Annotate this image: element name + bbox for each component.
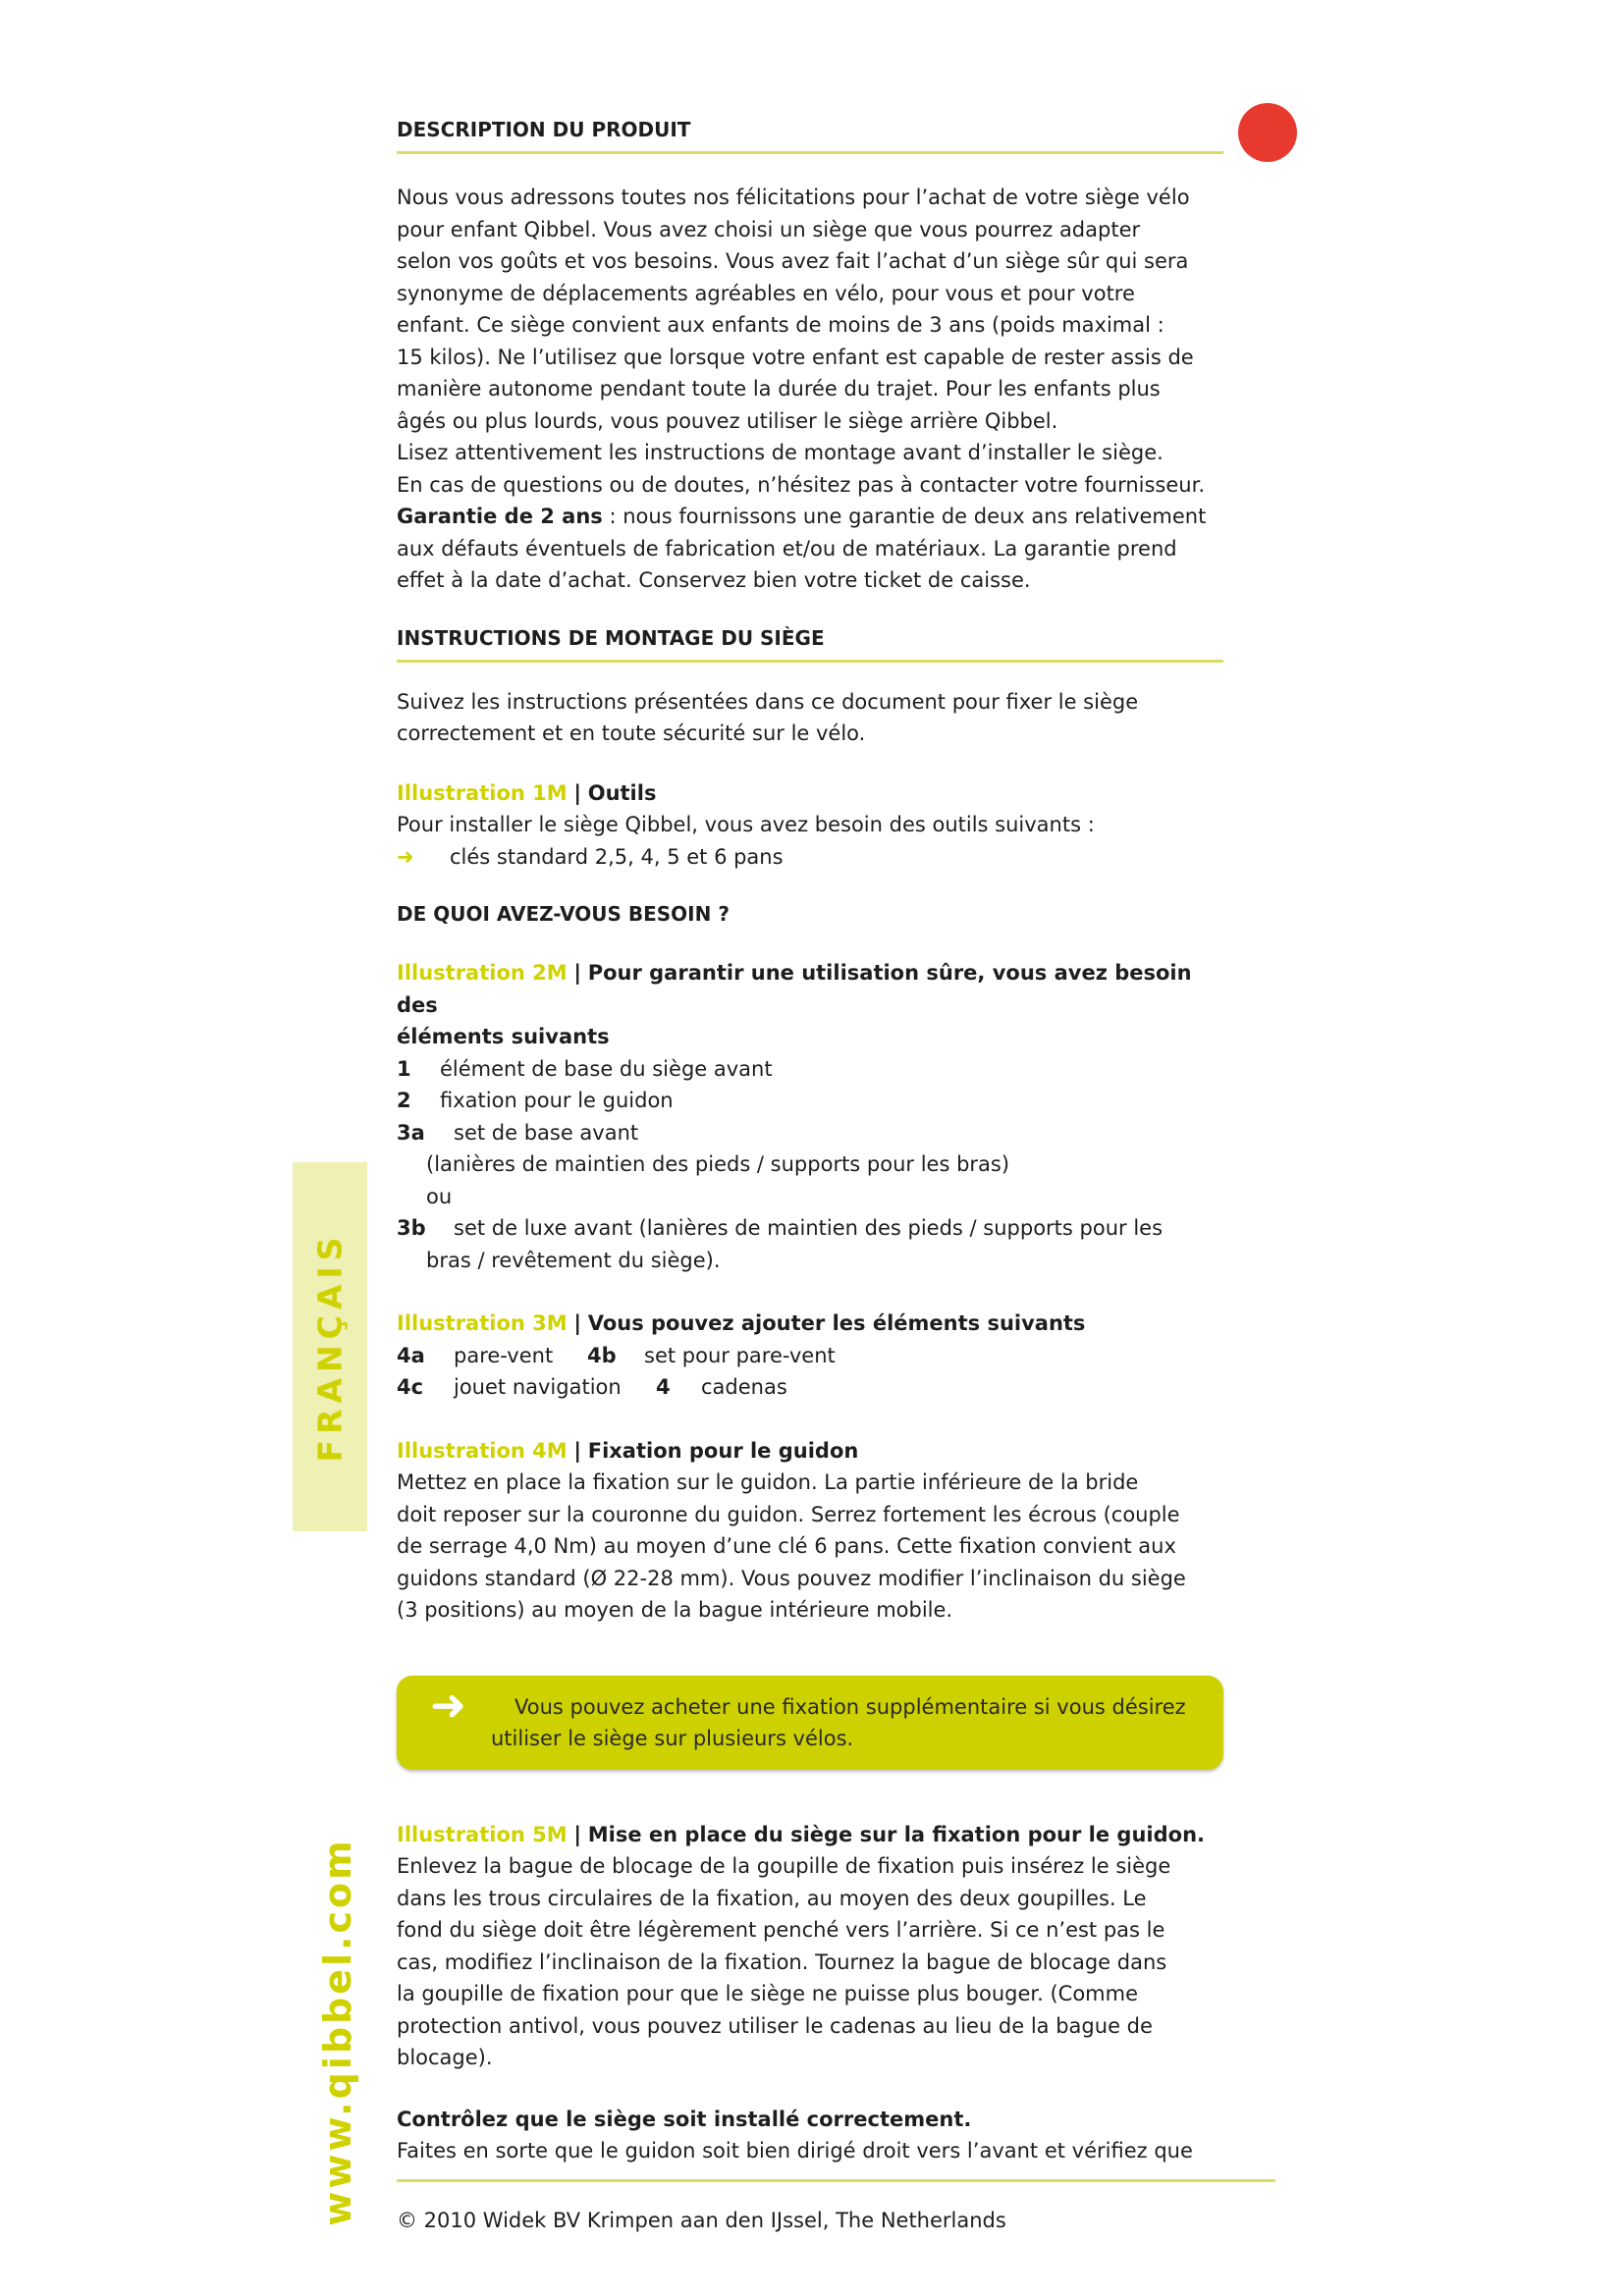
text-line: âgés ou plus lourds, vous pouvez utiliser le siège arrière Qibbel. xyxy=(397,408,1058,433)
bullet-text: clés standard 2,5, 4, 5 et 6 pans xyxy=(450,844,784,869)
footer-copyright: © 2010 Widek BV Krimpen aan den IJssel, The Netherlands xyxy=(397,2209,1006,2232)
text-line: protection antivol, vous pouvez utiliser le cadenas au lieu de la bague de xyxy=(397,2013,1153,2038)
description-paragraph xyxy=(397,182,1223,597)
list-item xyxy=(397,1085,1223,1117)
item-text: jouet navigation xyxy=(454,1375,622,1399)
item-text: set de luxe avant (lanières de maintien des pieds / supports pour les xyxy=(454,1216,1164,1240)
item-number: 4 xyxy=(656,1375,671,1399)
item-number: 3b xyxy=(397,1216,426,1240)
text-line: selon vos goûts et vos besoins. Vous avez fait l’achat d’un siège sûr qui sera xyxy=(397,249,1189,273)
item-text: fixation pour le guidon xyxy=(440,1089,674,1112)
list-row xyxy=(397,1371,1223,1404)
text-line: pour enfant Qibbel. Vous avez choisi un siège que vous pourrez adapter xyxy=(397,217,1141,241)
main-content xyxy=(397,116,1223,2167)
list-row xyxy=(397,1340,1223,1372)
text-line: correctement et en toute sécurité sur le vélo. xyxy=(397,721,866,745)
website-url: www.qibbel.com xyxy=(316,1838,359,2226)
list-item xyxy=(397,1117,1223,1149)
language-label: FRANÇAIS xyxy=(310,1231,350,1463)
warranty-text: : nous fournissons une garantie de deux ans relativement xyxy=(602,505,1207,528)
callout-text: Vous pouvez acheter une fixation supplémentaire si vous désirez utiliser le siège sur plusieurs vélos. xyxy=(491,1694,1186,1750)
illustration-title-cont: éléments suivants xyxy=(397,1025,610,1048)
arrow-right-icon: ➜ xyxy=(397,844,414,869)
item-text: pare-vent xyxy=(454,1343,554,1367)
item-number: 3a xyxy=(397,1120,425,1145)
illustration-2m-title xyxy=(397,957,1223,1021)
bullet-item xyxy=(397,841,1223,874)
item-text: set pour pare-vent xyxy=(644,1343,836,1367)
text-line: Faites en sorte que le guidon soit bien dirigé droit vers l’avant et vérifiez que xyxy=(397,2139,1193,2163)
illustration-5m-title xyxy=(397,1819,1223,1851)
text-line: Enlevez la bague de blocage de la goupille de fixation puis insérez le siège xyxy=(397,1854,1171,1878)
item-text: cadenas xyxy=(701,1375,787,1399)
info-callout xyxy=(397,1676,1223,1770)
text-line: Pour installer le siège Qibbel, vous avez besoin des outils suivants : xyxy=(397,813,1095,836)
list-item xyxy=(397,1053,1223,1086)
item-number: 4c xyxy=(397,1375,424,1399)
illustration-label: Illustration 1M xyxy=(397,780,568,805)
text-line: doit reposer sur la couronne du guidon. Serrez fortement les écrous (couple xyxy=(397,1502,1180,1526)
separator: | xyxy=(573,1311,582,1335)
illustration-title: Vous pouvez ajouter les éléments suivants xyxy=(587,1311,1086,1335)
illustration-title: Outils xyxy=(587,780,657,805)
text-line: cas, modifiez l’inclinaison de la fixation. Tournez la bague de blocage dans xyxy=(397,1949,1167,1974)
warranty-line xyxy=(397,501,1223,533)
illustration-label: Illustration 5M xyxy=(397,1822,568,1846)
item-number: 4b xyxy=(587,1343,617,1367)
text-line: Mettez en place la fixation sur le guidon. La partie inférieure de la bride xyxy=(397,1470,1139,1494)
list-subtext: bras / revêtement du siège). xyxy=(426,1248,721,1272)
text-line: synonyme de déplacements agréables en vélo, pour vous et pour votre xyxy=(397,281,1135,305)
text-line: manière autonome pendant toute la durée du trajet. Pour les enfants plus xyxy=(397,377,1161,400)
illustration-title: Pour garantir une utilisation sûre, vous avez besoin des xyxy=(397,961,1192,1017)
text-line: 15 kilos). Ne l’utilisez que lorsque votre enfant est capable de rester assis de xyxy=(397,345,1194,369)
text-line: fond du siège doit être légèrement penché vers l’arrière. Si ce n’est pas le xyxy=(397,1918,1165,1942)
text-line: effet à la date d’achat. Conservez bien votre ticket de caisse. xyxy=(397,568,1031,592)
list-subtext: (lanières de maintien des pieds / supports pour les bras) xyxy=(426,1152,1010,1176)
text-line: Nous vous adressons toutes nos félicitations pour l’achat de votre siège vélo xyxy=(397,186,1190,209)
text-line: de serrage 4,0 Nm) au moyen d’une clé 6 pans. Cette fixation convient aux xyxy=(397,1534,1176,1558)
item-number: 2 xyxy=(397,1089,411,1112)
list-item xyxy=(397,1212,1223,1245)
illustration-3m-title xyxy=(397,1308,1223,1340)
check-title: Contrôlez que le siège soit installé correctement. xyxy=(397,2107,972,2131)
item-text: set de base avant xyxy=(454,1120,639,1145)
text-line: aux défauts éventuels de fabrication et/ou de matériaux. La garantie prend xyxy=(397,536,1177,561)
illustration-1m-title xyxy=(397,777,1223,810)
item-number: 1 xyxy=(397,1056,411,1081)
arrow-right-icon: ➜ xyxy=(430,1680,466,1731)
illustration-4m-title xyxy=(397,1435,1223,1468)
text-line: dans les trous circulaires de la fixation, au moyen des deux goupilles. Le xyxy=(397,1886,1147,1910)
heading-besoin: DE QUOI AVEZ-VOUS BESOIN ? xyxy=(397,902,730,926)
list-or: ou xyxy=(426,1184,453,1208)
red-dot-marker xyxy=(1238,103,1297,162)
warranty-label: Garantie de 2 ans xyxy=(397,505,603,528)
illustration-title: Mise en place du siège sur la fixation pour le guidon. xyxy=(587,1822,1205,1846)
footer-rule xyxy=(397,2179,1275,2182)
heading-instructions: INSTRUCTIONS DE MONTAGE DU SIÈGE xyxy=(397,625,825,650)
text-line: guidons standard (Ø 22-28 mm). Vous pouvez modifier l’inclinaison du siège xyxy=(397,1566,1186,1590)
separator: | xyxy=(573,1822,582,1846)
separator: | xyxy=(573,1438,582,1463)
text-line: enfant. Ce siège convient aux enfants de moins de 3 ans (poids maximal : xyxy=(397,313,1164,337)
heading-description: DESCRIPTION DU PRODUIT xyxy=(397,118,691,141)
language-side-tab xyxy=(293,1162,367,1531)
separator: | xyxy=(573,780,582,805)
text-line: blocage). xyxy=(397,2046,493,2069)
text-line: Lisez attentivement les instructions de montage avant d’installer le siège. xyxy=(397,441,1164,464)
text-line: En cas de questions ou de doutes, n’hésitez pas à contacter votre fournisseur. xyxy=(397,472,1205,497)
item-number: 4a xyxy=(397,1343,425,1367)
text-line: Suivez les instructions présentées dans ce document pour fixer le siège xyxy=(397,689,1139,714)
illustration-label: Illustration 4M xyxy=(397,1438,568,1463)
illustration-title: Fixation pour le guidon xyxy=(587,1438,859,1463)
separator: | xyxy=(573,961,582,985)
text-line: (3 positions) au moyen de la bague intérieure mobile. xyxy=(397,1598,953,1622)
illustration-label: Illustration 2M xyxy=(397,961,568,985)
item-text: élément de base du siège avant xyxy=(440,1056,773,1081)
illustration-label: Illustration 3M xyxy=(397,1311,568,1335)
text-line: la goupille de fixation pour que le siège ne puisse plus bouger. (Comme xyxy=(397,1982,1139,2005)
